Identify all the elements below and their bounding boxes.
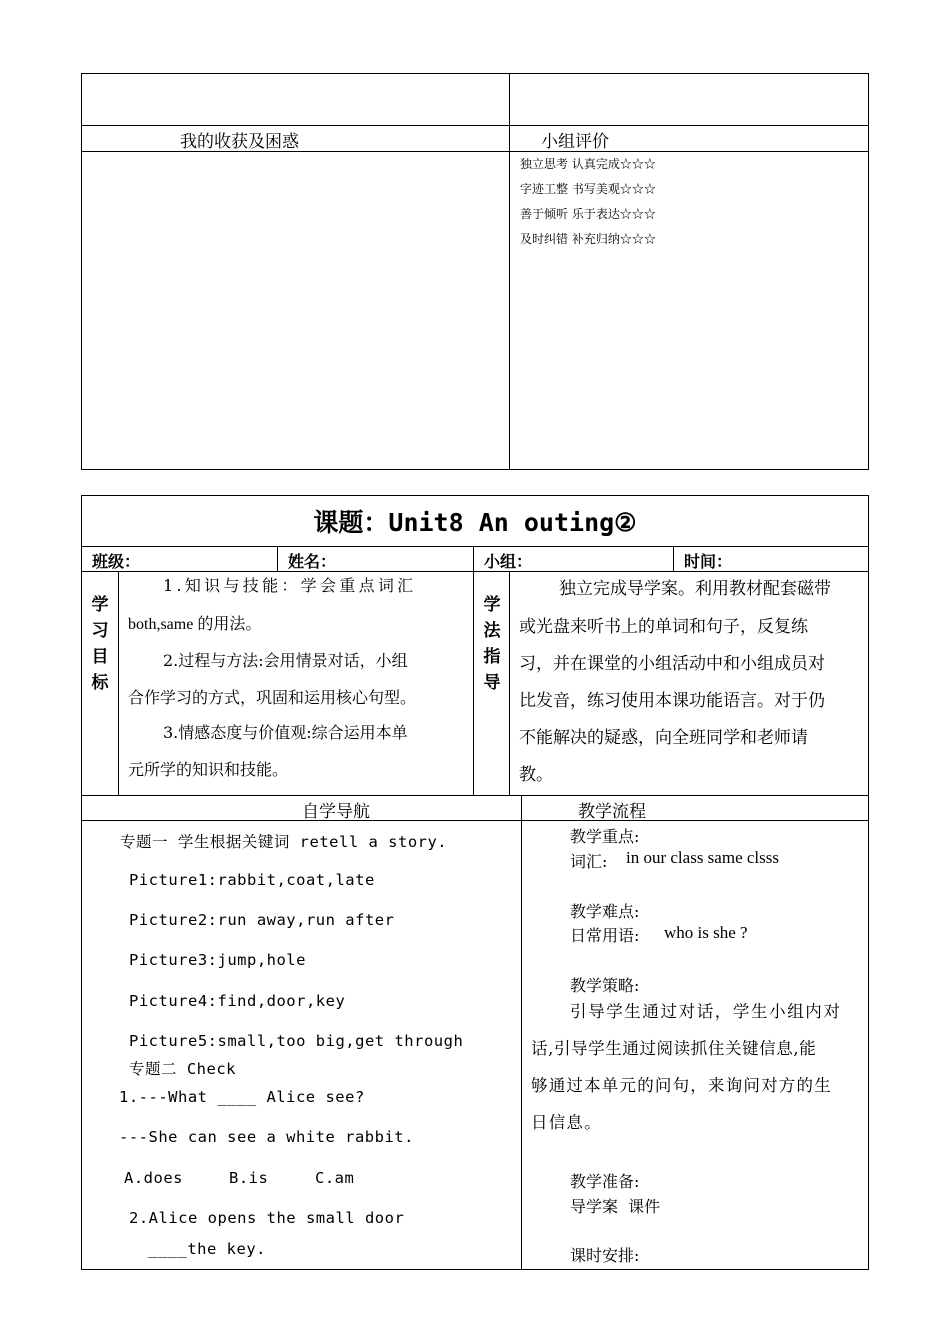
goal-3-line-1: 3.情感态度与价值观:综合运用本单 xyxy=(163,723,408,742)
question-2-continued: ____the key. xyxy=(148,1240,266,1258)
method-line: 比发音，练习使用本课功能语言。对于仍 xyxy=(519,691,825,711)
teaching-strategy-line: 引导学生通过对话，学生小组内对 xyxy=(570,1002,842,1021)
teaching-focus-label: 教学重点: xyxy=(570,827,640,846)
section-header-line xyxy=(81,820,869,821)
evaluation-item: 独立思考 认真完成☆☆☆ xyxy=(520,157,656,171)
name-label: 姓名： xyxy=(288,552,337,571)
topic-2: 专题二 Check xyxy=(129,1060,236,1078)
question-2: 2.Alice opens the small door xyxy=(129,1209,405,1227)
class-label: 班级： xyxy=(92,552,141,571)
question-1-option: B.is xyxy=(229,1169,269,1187)
teaching-prep-label: 教学准备: xyxy=(570,1172,640,1191)
self-study-header: 自学导航 xyxy=(302,802,370,822)
teaching-strategy-line: 话,引导学生通过阅读抓住关键信息,能 xyxy=(531,1039,817,1058)
method-line: 或光盘来听书上的单词和句子，反复练 xyxy=(519,617,808,637)
teaching-focus-prefix: 词汇: xyxy=(570,852,608,871)
topic-1: 专题一 学生根据关键词 retell a story. xyxy=(120,833,448,851)
evaluation-item: 善于倾听 乐于表达☆☆☆ xyxy=(520,207,656,221)
evaluation-item: 字迹工整 书写美观☆☆☆ xyxy=(520,182,656,196)
picture-clue: Picture1:rabbit,coat,late xyxy=(129,871,375,889)
info-divider-2 xyxy=(473,546,474,571)
info-row-line xyxy=(81,571,869,572)
top-table-row-line-1 xyxy=(81,125,869,126)
lesson-title: 课题：Unit8 An outing② xyxy=(313,508,637,537)
method-label-divider xyxy=(509,571,510,795)
info-divider-3 xyxy=(673,546,674,571)
time-label: 时间： xyxy=(684,552,733,571)
goal-1-line-1: 1.知识与技能：学会重点词汇 xyxy=(163,576,417,595)
teaching-strategy-label: 教学策略: xyxy=(570,976,640,995)
teaching-process-header: 教学流程 xyxy=(578,802,646,822)
goals-row-line xyxy=(81,795,869,796)
picture-clue: Picture2:run away,run after xyxy=(129,911,395,929)
goal-2-line-2: 合作学习的方式，巩固和运用核心句型。 xyxy=(128,688,417,707)
teaching-difficulty-prefix: 日常用语: xyxy=(570,926,640,945)
teaching-difficulty-label: 教学难点: xyxy=(570,902,640,921)
teaching-focus-value: in our class same clsss xyxy=(626,848,779,867)
goals-label-divider xyxy=(118,571,119,795)
question-1-option: A.does xyxy=(124,1169,183,1187)
top-table-divider xyxy=(509,73,510,470)
method-line: 教。 xyxy=(519,765,553,785)
group-label: 小组： xyxy=(484,552,533,571)
teaching-difficulty-value: who is she ? xyxy=(664,923,748,942)
goal-3-line-2: 元所学的知识和技能。 xyxy=(128,760,289,779)
method-line: 独立完成导学案。利用教材配套磁带 xyxy=(559,579,831,599)
method-guidance-label: 学 法 指 导 xyxy=(483,595,501,693)
teaching-strategy-line: 日信息。 xyxy=(531,1113,602,1132)
method-line: 习，并在课堂的小组活动中和小组成员对 xyxy=(519,654,825,674)
question-1: 1.---What ____ Alice see? xyxy=(119,1088,365,1106)
schedule-label: 课时安排: xyxy=(570,1246,640,1265)
self-study-teaching-divider xyxy=(521,795,522,1270)
picture-clue: Picture3:jump,hole xyxy=(129,951,306,969)
question-1-option: C.am xyxy=(315,1169,355,1187)
group-evaluation-header: 小组评价 xyxy=(541,132,609,152)
teaching-prep-value: 导学案 课件 xyxy=(570,1197,661,1216)
teaching-strategy-line: 够通过本单元的问句，来询问对方的生 xyxy=(531,1076,832,1095)
goal-2-line-1: 2.过程与方法:会用情景对话，小组 xyxy=(163,651,408,670)
question-1-answer: ---She can see a white rabbit. xyxy=(119,1128,414,1146)
title-row-line xyxy=(81,546,869,547)
learning-goals-label: 学 习 目 标 xyxy=(91,595,109,693)
picture-clue: Picture4:find,door,key xyxy=(129,992,346,1010)
evaluation-item: 及时纠错 补充归纳☆☆☆ xyxy=(520,232,656,246)
method-line: 不能解决的疑惑，向全班同学和老师请 xyxy=(519,728,808,748)
goal-1-line-2: both,same 的用法。 xyxy=(128,616,262,633)
harvest-header: 我的收获及困惑 xyxy=(180,132,299,152)
goals-method-divider xyxy=(473,571,474,795)
info-divider-1 xyxy=(277,546,278,571)
picture-clue: Picture5:small,too big,get through xyxy=(129,1032,464,1050)
